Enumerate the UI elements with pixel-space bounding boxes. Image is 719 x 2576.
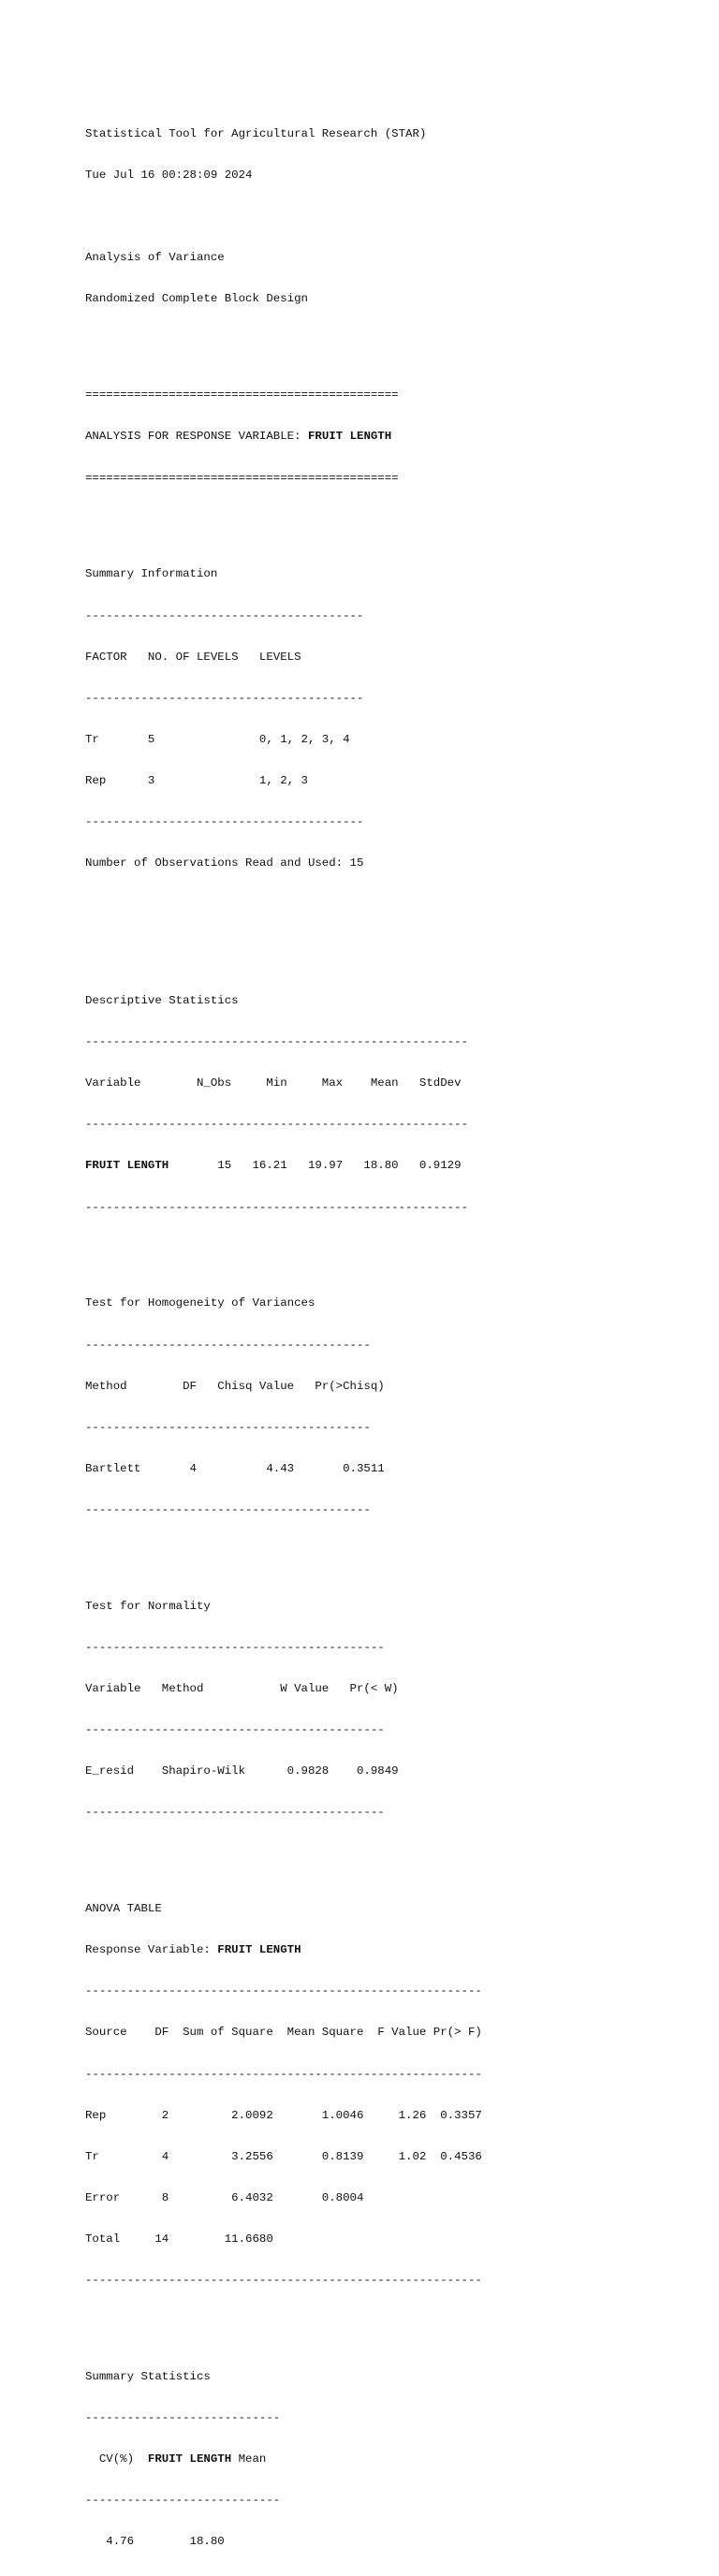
homogeneity-header: Method DF Chisq Value Pr(>Chisq): [85, 1379, 385, 1393]
summary-stats-header: [85, 2452, 482, 2466]
blank-line: [85, 210, 482, 224]
anova-rule: ---------------------------------------------------------: [85, 2067, 482, 2081]
anova-rule: ---------------------------------------------------------: [85, 1984, 482, 1998]
summary-stats-header-prefix: CV(%): [85, 2452, 148, 2466]
summary-info-header: FACTOR NO. OF LEVELS LEVELS: [85, 650, 301, 664]
blank-line: [85, 1544, 482, 1559]
descriptive-rule: -------------------------------------------------------: [85, 1118, 468, 1132]
normality-rule: -------------------------------------------: [85, 1723, 385, 1737]
anova-response: [85, 1943, 482, 1957]
response-banner-prefix: ANALYSIS FOR RESPONSE VARIABLE:: [85, 430, 308, 444]
observations-count: Number of Observations Read and Used: 15: [85, 856, 364, 871]
blank-line: [85, 898, 482, 912]
homogeneity-rule: -----------------------------------------: [85, 1420, 371, 1434]
summary-info-rule: ----------------------------------------: [85, 691, 364, 705]
summary-stats-header-suffix: Mean: [231, 2452, 267, 2466]
anova-row: Rep 2 2.0092 1.0046 1.26 0.3357: [85, 2108, 482, 2122]
banner-rule-bottom: =============================================: [85, 471, 399, 485]
anova-header: Source DF Sum of Square Mean Square F Value Pr(> F): [85, 2026, 482, 2040]
normality-title: Test for Normality: [85, 1599, 211, 1613]
blank-line: [85, 334, 482, 348]
anova-row: Total 14 11.6680: [85, 2232, 273, 2246]
summary-info-row: Tr 5 0, 1, 2, 3, 4: [85, 732, 350, 746]
descriptive-rule: -------------------------------------------------------: [85, 1035, 468, 1049]
summary-stats-row: 4.76 18.80: [85, 2535, 225, 2549]
summary-stats-header-variable: FRUIT LENGTH: [147, 2452, 232, 2466]
summary-stats-title: Summary Statistics: [85, 2369, 211, 2383]
normality-rule: -------------------------------------------: [85, 1806, 385, 1820]
response-banner-variable: FRUIT LENGTH: [307, 430, 392, 444]
blank-line: [85, 2315, 482, 2329]
summary-stats-rule: ----------------------------: [85, 2411, 281, 2424]
response-banner: [85, 430, 482, 444]
homogeneity-row: Bartlett 4 4.43 0.3511: [85, 1461, 385, 1475]
homogeneity-rule: -----------------------------------------: [85, 1338, 371, 1352]
design-name: Randomized Complete Block Design: [85, 292, 308, 306]
normality-rule: -------------------------------------------: [85, 1640, 385, 1654]
summary-info-rule: ----------------------------------------: [85, 608, 364, 622]
star-output-page: [85, 86, 482, 2576]
homogeneity-rule: -----------------------------------------: [85, 1502, 371, 1516]
anova-response-prefix: Response Variable:: [85, 1943, 218, 1957]
summary-info-title: Summary Information: [85, 567, 218, 581]
anova-rule: ---------------------------------------------------------: [85, 2274, 482, 2288]
anova-row: Error 8 6.4032 0.8004: [85, 2190, 364, 2204]
descriptive-row-values: 15 16.21 19.97 18.80 0.9129: [169, 1159, 462, 1173]
timestamp: Tue Jul 16 00:28:09 2024: [85, 168, 253, 183]
blank-line: [85, 939, 482, 953]
summary-stats-rule: ----------------------------: [85, 2494, 281, 2508]
tool-name: Statistical Tool for Agricultural Research (STAR): [85, 127, 427, 141]
banner-rule-top: =============================================: [85, 388, 399, 402]
anova-row: Tr 4 3.2556 0.8139 1.02 0.4536: [85, 2149, 482, 2163]
descriptive-title: Descriptive Statistics: [85, 994, 239, 1008]
anova-title: ANOVA TABLE: [85, 1902, 162, 1916]
blank-line: [85, 1242, 482, 1256]
homogeneity-title: Test for Homogeneity of Variances: [85, 1296, 315, 1310]
analysis-title: Analysis of Variance: [85, 251, 225, 265]
normality-row: E_resid Shapiro-Wilk 0.9828 0.9849: [85, 1764, 399, 1778]
anova-response-variable: FRUIT LENGTH: [217, 1943, 301, 1957]
descriptive-row: [85, 1159, 482, 1173]
normality-header: Variable Method W Value Pr(< W): [85, 1682, 399, 1695]
descriptive-rule: -------------------------------------------------------: [85, 1200, 468, 1214]
blank-line: [85, 1847, 482, 1861]
descriptive-row-variable: FRUIT LENGTH: [85, 1159, 169, 1173]
descriptive-header: Variable N_Obs Min Max Mean StdDev: [85, 1076, 462, 1090]
blank-line: [85, 513, 482, 527]
summary-info-rule: ----------------------------------------: [85, 815, 364, 829]
summary-info-row: Rep 3 1, 2, 3: [85, 773, 308, 787]
